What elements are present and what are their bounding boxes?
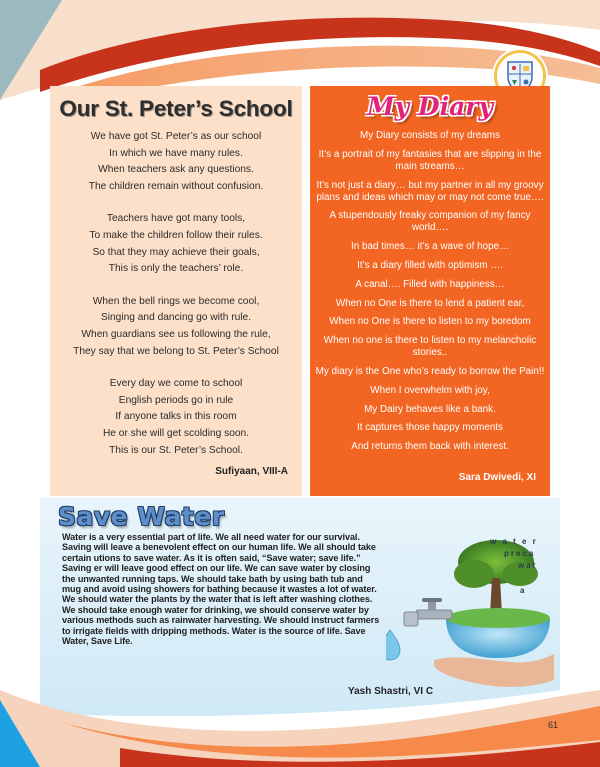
diary-line: When no one is there to listen to my melancholic stories.. <box>323 335 537 359</box>
diary-line: When no One is there to listen to my boredom <box>329 316 531 328</box>
poem-line: When guardians see us following the rule, <box>81 328 271 340</box>
diary-line: It’s not just a diary… but my partner in all my groovy plans and ideas which may or may not come true…. <box>316 179 544 203</box>
page-number: 61 <box>548 720 559 730</box>
diary-line: In bad times… it’s a wave of hope… <box>351 241 509 253</box>
school-poem-body <box>50 129 302 475</box>
poem-line: Every day we come to school <box>109 378 243 390</box>
poem-line: He or she will get scolding soon. <box>102 427 250 439</box>
diary-line: It captures those happy moments <box>356 422 503 434</box>
diary-poem-body <box>314 130 546 460</box>
poem-line: English periods go in rule <box>118 394 234 406</box>
school-poem-title: Our St. Peter’s School <box>59 96 293 121</box>
poem-line: This is our St. Peter’s School. <box>109 444 243 456</box>
poem-line: Singing and dancing go with rule. <box>100 312 252 324</box>
image-word: a <box>520 586 527 595</box>
diary-line: When I overwhelm with joy, <box>370 384 490 396</box>
poem-stanza <box>50 211 302 277</box>
poem-stanza <box>50 294 302 360</box>
diary-line: When no One is there to lend a patient ear, <box>335 297 525 309</box>
school-poem-panel <box>50 86 302 496</box>
diary-poem-panel <box>310 86 550 496</box>
image-word: preca <box>504 549 536 558</box>
diary-poem-author: Sara Dwivedi, XI <box>458 472 536 483</box>
poem-stanza <box>50 376 302 459</box>
school-poem-author: Sufiyaan, VIII-A <box>215 466 288 477</box>
poem-line: If anyone talks in this room <box>115 411 237 423</box>
poem-line: Teachers have got many tools, <box>106 213 246 225</box>
diary-line: My Dairy behaves like a bank. <box>364 403 496 415</box>
image-word: wat <box>518 561 538 570</box>
poem-stanza <box>50 129 302 195</box>
poem-line: This is only the teachers’ role. <box>108 263 244 275</box>
water-illustration <box>386 528 554 698</box>
diary-line: A canal…. Filled with happiness… <box>355 278 505 290</box>
diary-line: And returns them back with interest. <box>351 441 509 453</box>
diary-line: A stupendously freaky companion of my fancy world…. <box>329 210 531 234</box>
diary-poem-title: My Diary <box>367 92 493 121</box>
poem-line: They say that we belong to St. Peter’s School <box>73 345 279 357</box>
diary-line: My diary is the One who’s ready to borrow the Pain!! <box>315 365 545 377</box>
save-water-title: Save Water <box>58 502 225 531</box>
poem-line: When teachers ask any questions. <box>98 164 254 176</box>
poem-line: When the bell rings we become cool, <box>92 295 260 307</box>
poem-line: So that they may achieve their goals, <box>92 246 260 258</box>
save-water-author: Yash Shastri, VI C <box>348 686 434 697</box>
poem-line: The children remain without confusion. <box>88 180 264 192</box>
poem-line: To make the children follow their rules. <box>89 229 263 241</box>
diary-line: My Diary consists of my dreams <box>360 130 500 141</box>
diary-line: It’s a portrait of my fantasies that are slipping in the main streams… <box>318 148 542 172</box>
diary-line: It’s a diary filled with optimism …. <box>357 259 503 271</box>
poem-line: In which we have many rules. <box>109 147 243 159</box>
save-water-body: Water is a very essential part of life. We all need water for our survival. Saving will leave a benevolent effect on our human life. We all should take certain utions to save water. As it is often said, “Save water; save life.” Saving er will leave good effect on our life. We can save water by closing the unwanted running taps. We should take bath by using bath tub and mug and avoid using showers for bathing because it wastes a lot of water. We should water the plants by the water that is left after washing clothes. We should take enough water for drinking, we should conserve water by various methods such as rainwater harvesting. We should instruct farmers to irrigate fields with dripping methods. Water is the source of life. Save Water, Save Life. <box>62 532 380 647</box>
image-word: w a t e r <box>490 537 538 546</box>
poem-line: We have got St. Peter’s as our school <box>90 131 262 142</box>
